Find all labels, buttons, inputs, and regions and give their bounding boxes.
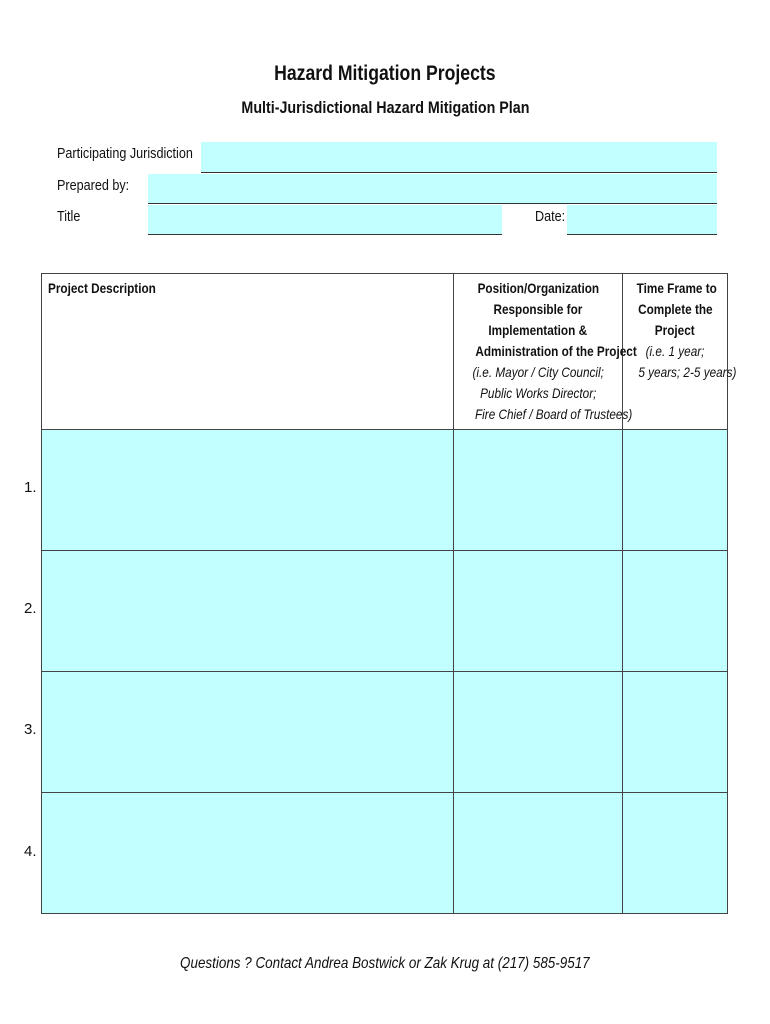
row-number: 4. <box>24 843 37 860</box>
date-label: Date: <box>535 208 566 225</box>
jurisdiction-field[interactable] <box>201 142 717 173</box>
row-number: 2. <box>24 600 37 617</box>
date-field[interactable] <box>567 205 717 235</box>
timeframe-cell[interactable] <box>623 672 728 793</box>
prepared-by-field[interactable] <box>148 174 717 204</box>
timeframe-cell[interactable] <box>623 551 728 672</box>
table-header-row <box>42 274 728 430</box>
table-row <box>42 551 728 672</box>
table-row <box>42 793 728 914</box>
document-title: Hazard Mitigation Projects <box>274 62 496 85</box>
table-row <box>42 672 728 793</box>
title-label: Title <box>57 208 81 225</box>
position-cell[interactable] <box>454 672 623 793</box>
position-cell[interactable] <box>454 551 623 672</box>
description-cell[interactable] <box>42 430 454 551</box>
prepared-by-label: Prepared by: <box>57 177 130 194</box>
position-column-header: Position/Organization Responsible for Implementation & Administration of the Project (i.e. Mayor / City Council; Public Works Director; Fire Chief / Board of Trustees) <box>454 274 623 430</box>
row-number: 1. <box>24 479 37 496</box>
position-cell[interactable] <box>454 430 623 551</box>
projects-table <box>41 273 737 914</box>
table-row <box>42 430 728 551</box>
row-number: 3. <box>24 721 37 738</box>
document-subtitle: Multi-Jurisdictional Hazard Mitigation Plan <box>240 98 529 117</box>
position-cell[interactable] <box>454 793 623 914</box>
description-cell[interactable] <box>42 793 454 914</box>
timeframe-column-header: Time Frame to Complete the Project (i.e. 1 year; 5 years; 2-5 years) <box>623 274 728 430</box>
timeframe-cell[interactable] <box>623 430 728 551</box>
title-field[interactable] <box>148 205 502 235</box>
description-column-header: Project Description <box>42 274 454 430</box>
timeframe-cell[interactable] <box>623 793 728 914</box>
contact-footer: Questions ? Contact Andrea Bostwick or Zak Krug at (217) 585-9517 <box>180 955 590 972</box>
description-cell[interactable] <box>42 672 454 793</box>
description-cell[interactable] <box>42 551 454 672</box>
jurisdiction-label: Participating Jurisdiction <box>57 145 193 162</box>
